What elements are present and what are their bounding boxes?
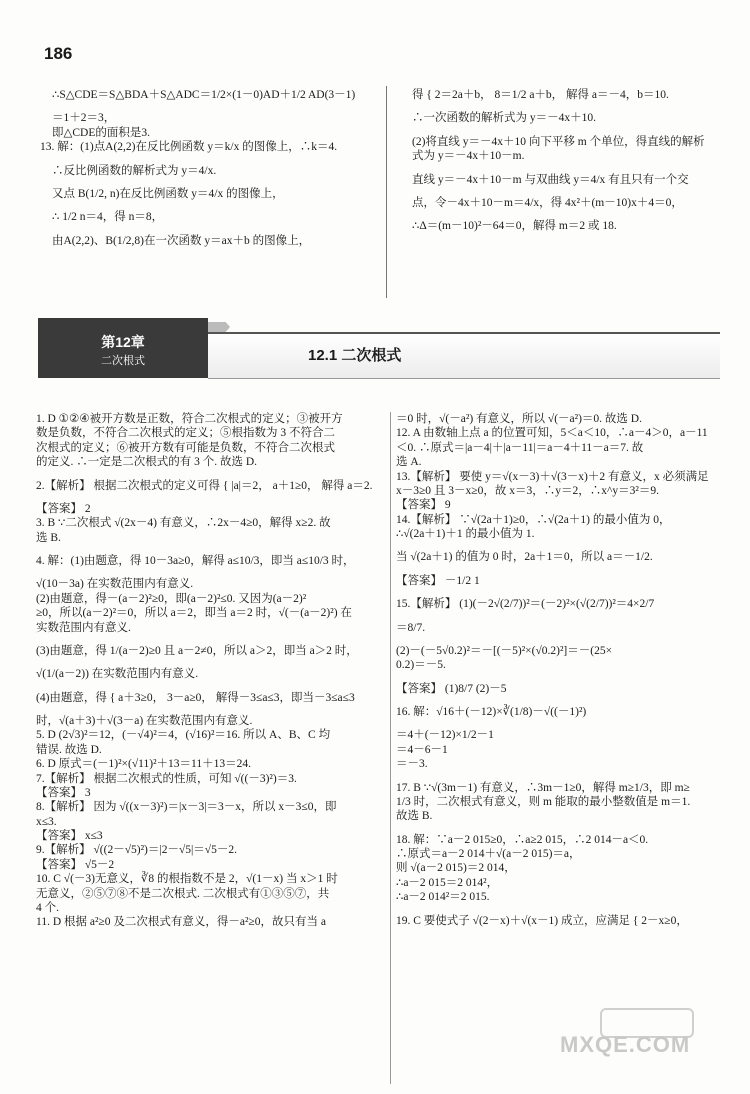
column-divider-top — [386, 86, 387, 298]
text-line: 4. 解：(1)由题意，得 10－3a≥0，解得 a≤10/3，即当 a≤10/3 时， — [36, 555, 355, 567]
text-line: 时，√(a＋3)＋√(3－a) 在实数范围内有意义. — [36, 715, 253, 727]
text-line: ∴一次函数的解析式为 y＝－4x＋10. — [412, 112, 596, 125]
page-number: 186 — [44, 44, 73, 63]
text-line: √(10－3a) 在实数范围内有意义. — [36, 578, 194, 591]
text-line: 选 A. — [396, 456, 422, 469]
text-line: 4 个. — [36, 901, 59, 914]
text-line: 13.【解析】 要使 y＝√(x－3)＋√(3－x)＋2 有意义，x 必须满足 — [396, 470, 709, 483]
text-line: 【答案】 3 — [36, 786, 91, 799]
bottom-right-column — [396, 412, 726, 928]
text-line: 点，令－4x＋10－m＝4/x，得 4x²＋(m－10)x＋4＝0， — [412, 196, 683, 209]
text-line: ≥0，所以(a－2)²＝0，所以 a＝2，即当 a＝2 时，√(－(a－2)²) 在 — [36, 607, 352, 620]
text-line: 无意义，②⑤⑦⑧不是二次根式. 二次根式有①③⑤⑦，共 — [36, 887, 330, 900]
text-line: 11. D 根据 a²≥0 及二次根式有意义，得－a²≥0，故只有当 a — [36, 916, 326, 929]
section-header — [208, 332, 720, 379]
text-line: 【答案】 √5－2 — [36, 858, 115, 871]
text-line: 【答案】 －1/2 1 — [396, 574, 480, 587]
text-line: 次根式的定义；⑥被开方数有可能是负数，不符合二次根式 — [36, 441, 335, 454]
text-line: x≤3. — [36, 815, 57, 828]
text-line: ＝－3. — [396, 758, 428, 771]
top-right-column — [412, 88, 727, 234]
text-line: ∴ 1/2 n＝4，得 n＝8， — [52, 211, 164, 224]
text-line: 当 √(2a＋1) 的值为 0 时，2a＋1＝0，所以 a＝－1/2. — [396, 551, 653, 564]
text-line: 0.2)＝－5. — [396, 659, 446, 672]
text-line: (2)由题意，得－(a－2)²≥0，即(a－2)²≤0. 又因为(a－2)² — [36, 592, 307, 605]
text-line: 直线 y＝－4x＋10－m 与双曲线 y＝4/x 有且只有一个交 — [412, 173, 689, 186]
bottom-left-column — [36, 412, 386, 930]
text-line: 5. D (2√3)²＝12，(－√4)²＝4，(√16)²＝16. 所以 A、B、C 均 — [36, 729, 331, 742]
text-line: 数是负数，不符合二次根式的定义；⑤根指数为 3 不符合二 — [36, 427, 335, 440]
text-line: (2)将直线 y＝－4x＋10 向下平移 m 个单位，得直线的解析 — [412, 135, 705, 148]
text-line: ∴a－2 014²＝2 015. — [396, 891, 490, 904]
text-line: 的定义. ∴一定是二次根式的有 3 个. 故选 D. — [36, 456, 258, 469]
text-line: 错误. 故选 D. — [36, 743, 102, 756]
section-title: 12.1 二次根式 — [308, 347, 402, 364]
text-line: 13. 解：(1)点A(2,2)在反比例函数 y＝k/x 的图像上，∴k＝4. — [40, 141, 338, 154]
text-line: (2)－(－5√0.2)²＝－[(－5)²×(√0.2)²]＝－(25× — [396, 644, 613, 657]
text-line: 选 B. — [36, 531, 61, 544]
text-line: 则 √(a－2 015)＝2 014， — [396, 862, 516, 875]
text-line: 由A(2,2)、B(1/2,8)在一次函数 y＝ax＋b 的图像上， — [52, 234, 311, 247]
text-line: ∴原式＝a－2 014＋√(a－2 015)＝a， — [396, 848, 581, 860]
text-line: ＝8/7. — [396, 621, 426, 634]
text-line: 【答案】 (1)8/7 (2)－5 — [396, 682, 507, 695]
text-line: 实数范围内有意义. — [36, 621, 131, 634]
text-line: 又点 B(1/2, n)在反比例函数 y＝4/x 的图像上， — [52, 187, 284, 200]
text-line: 8.【解析】 因为 √((x－3)²)＝|x－3|＝3－x，所以 x－3≤0，即 — [36, 801, 337, 814]
text-line: ∴√(2a＋1)＋1 的最小值为 1. — [396, 528, 535, 540]
text-line: 即△CDE的面积是3. — [52, 126, 150, 139]
chapter-badge — [38, 318, 208, 378]
text-line: 【答案】 x≤3 — [36, 830, 103, 842]
text-line: ＝4＋(－12)×1/2－1 — [396, 729, 494, 742]
text-line: ∴a－2 015＝2 014²， — [396, 876, 499, 889]
text-line: ＝4－6－1 — [396, 743, 448, 756]
text-line: 14.【解析】 ∵√(2a＋1)≥0，∴√(2a＋1) 的最小值为 0， — [396, 513, 671, 526]
text-line: 1. D ①②④被开方数是正数，符合二次根式的定义；③被开方 — [36, 413, 343, 425]
text-line: 15.【解析】 (1)(－2√(2/7))²＝(－2)²×(√(2/7))²＝4×2/7 — [396, 598, 655, 611]
text-line: 得 { 2＝2a＋b， 8＝1/2 a＋b， 解得 a＝－4，b＝10. — [412, 89, 669, 101]
text-line: 【答案】 9 — [396, 499, 451, 512]
text-line: 式为 y＝－4x＋10－m. — [412, 150, 525, 163]
text-line: ＝1＋2＝3， — [52, 112, 116, 125]
text-line: ＝0 时，√(－a²) 有意义，所以 √(－a²)＝0. 故选 D. — [396, 413, 642, 425]
chapter-title: 第12章 — [101, 334, 145, 350]
text-line: 故选 B. — [396, 810, 433, 823]
text-line: 2.【解析】 根据二次根式的定义可得 { |a|＝2， a＋1≥0， 解得 a＝2. — [36, 479, 373, 492]
text-line: ∴Δ＝(m－10)²－64＝0，解得 m＝2 或 18. — [412, 220, 617, 233]
text-line: ∴S△CDE＝S△BDA＋S△ADC＝1/2×(1－0)AD＋1/2 AD(3－1) — [52, 89, 356, 101]
text-line: 19. C 要使式子 √(2－x)＋√(x－1) 成立，应满足 { 2－x≥0， — [396, 914, 688, 927]
text-line: 【答案】 2 — [36, 502, 91, 515]
text-line: 17. B ∵√(3m－1) 有意义，∴3m－1≥0，解得 m≥1/3，即 m≥ — [396, 781, 690, 794]
text-line: x－3≥0 且 3－x≥0，故 x＝3，∴y＝2，∴x^y＝3²＝9. — [396, 484, 659, 497]
text-line: 10. C √(－3)无意义，∛8 的根指数不是 2，√(1－x) 当 x＞1 时 — [36, 873, 338, 886]
text-line: 12. A 由数轴上点 a 的位置可知，5＜a＜10，∴a－4＞0，a－11 — [396, 427, 708, 440]
text-line: (3)由题意，得 1/(a－2)≥0 且 a－2≠0，所以 a＞2，即当 a＞2 时， — [36, 644, 358, 657]
text-line: 1/3 时，二次根式有意义，则 m 能取的最小整数值是 m＝1. — [396, 795, 691, 808]
column-divider-bottom — [390, 412, 391, 1084]
watermark: MXQE.COM — [560, 1032, 691, 1057]
text-line: √(1/(a－2)) 在实数范围内有意义. — [36, 668, 199, 681]
text-line: 9.【解析】 √((2－√5)²)＝|2－√5|＝√5－2. — [36, 844, 237, 857]
arrow-icon — [208, 322, 230, 332]
text-line: (4)由题意，得 { a＋3≥0， 3－a≥0， 解得－3≤a≤3，即当－3≤a≤3 — [36, 691, 355, 704]
chapter-subtitle: 二次根式 — [101, 355, 145, 367]
text-line: 16. 解：√16＋(－12)×∛(1/8)－√((－1)²) — [396, 706, 587, 718]
top-left-column — [40, 88, 370, 248]
text-line: 3. B ∵二次根式 √(2x－4) 有意义，∴2x－4≥0，解得 x≥2. 故 — [36, 517, 331, 530]
text-line: 7.【解析】 根据二次根式的性质，可知 √((－3)²)＝3. — [36, 772, 297, 785]
text-line: 6. D 原式＝(－1)²×(√11)²＋13＝11＋13＝24. — [36, 758, 251, 771]
text-line: 18. 解：∵a－2 015≥0，∴a≥2 015，∴2 014－a＜0. — [396, 833, 649, 846]
text-line: ∴反比例函数的解析式为 y＝4/x. — [52, 164, 217, 177]
text-line: ＜0. ∴原式＝|a－4|＋|a－11|＝a－4＋11－a＝7. 故 — [396, 441, 644, 454]
